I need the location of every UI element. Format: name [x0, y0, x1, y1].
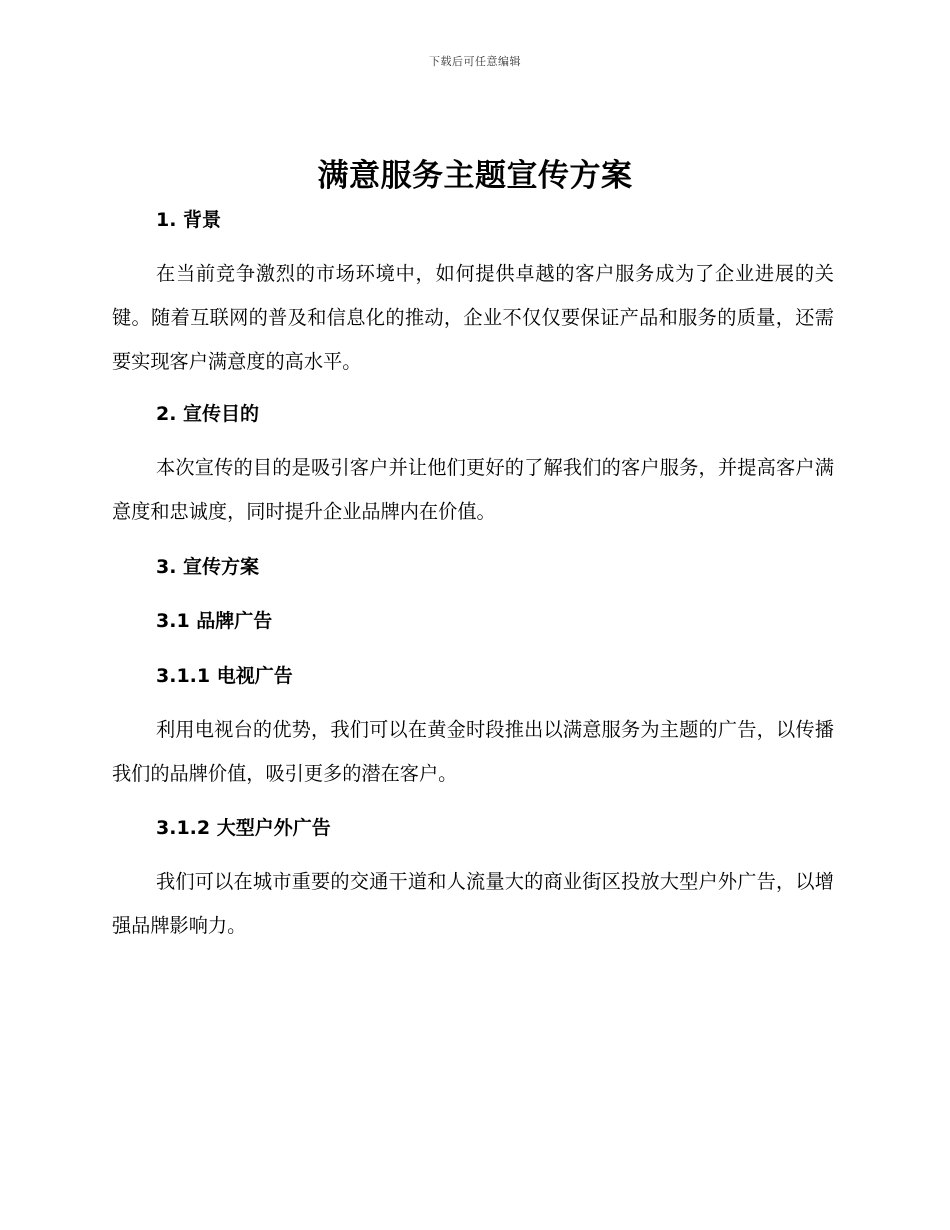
- section-paragraph-tv-ads: 利用电视台的优势，我们可以在黄金时段推出以满意服务为主题的广告，以传播我们的品牌价值，吸引更多的潜在客户。: [112, 718, 834, 785]
- section-paragraph-background: 在当前竞争激烈的市场环境中，如何提供卓越的客户服务成为了企业进展的关键。随着互联网的普及和信息化的推动，企业不仅仅要保证产品和服务的质量，还需要实现客户满意度的高水平。: [112, 262, 834, 373]
- section-heading-plan: 3. 宣传方案: [156, 556, 260, 578]
- section-heading-outdoor-ads: 3.1.2 大型户外广告: [156, 817, 331, 839]
- section-heading-purpose: 2. 宣传目的: [156, 403, 260, 425]
- section-heading-tv-ads: 3.1.1 电视广告: [156, 665, 293, 687]
- section-paragraph-purpose: 本次宣传的目的是吸引客户并让他们更好的了解我们的客户服务，并提高客户满意度和忠诚度，同时提升企业品牌内在价值。: [112, 456, 834, 523]
- page-header-note: 下载后可任意编辑: [429, 55, 521, 68]
- section-heading-background: 1. 背景: [156, 209, 222, 231]
- section-paragraph-outdoor-ads: 我们可以在城市重要的交通干道和人流量大的商业街区投放大型户外广告，以增强品牌影响力。: [112, 870, 834, 937]
- section-heading-brand-ads: 3.1 品牌广告: [156, 610, 273, 632]
- document-title: 满意服务主题宣传方案: [317, 158, 633, 194]
